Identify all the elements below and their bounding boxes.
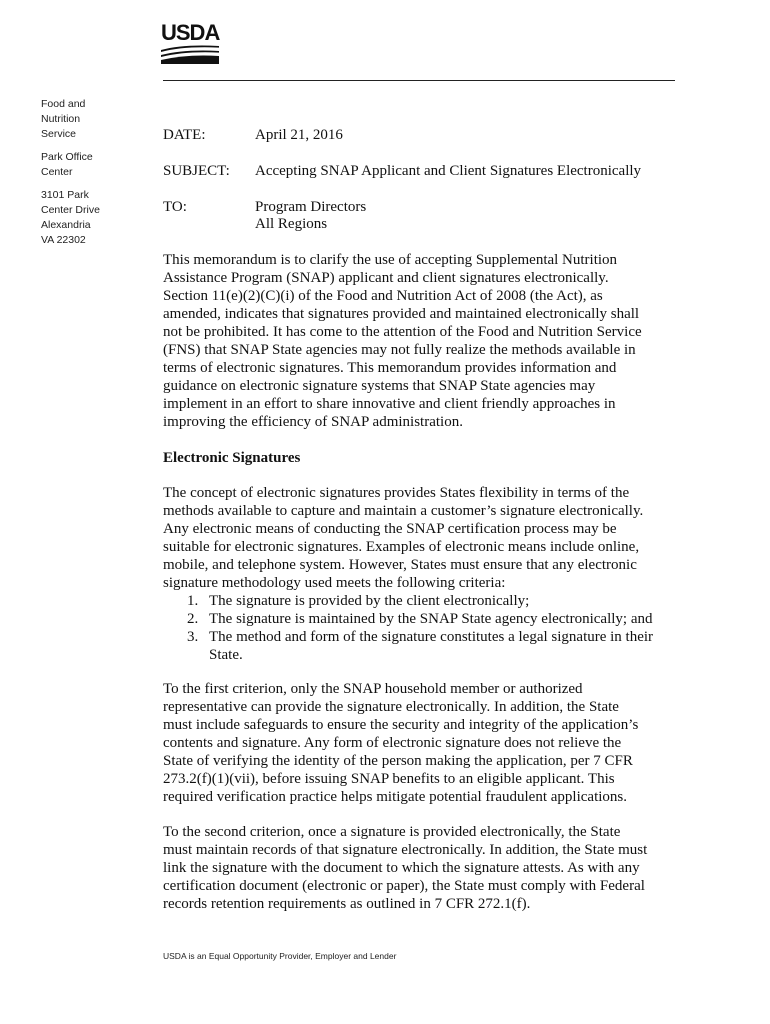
text-line: State of verifying the identity of the person making the application, per 7 CFR bbox=[163, 753, 633, 769]
text-line: records retention requirements as outlined in 7 CFR 272.1(f). bbox=[163, 896, 531, 912]
text-line: not be prohibited. It has come to the attention of the Food and Nutrition Service bbox=[163, 324, 642, 340]
date-label: DATE: bbox=[163, 127, 206, 143]
office-name bbox=[41, 150, 141, 180]
criteria-item bbox=[163, 610, 683, 628]
agency-name bbox=[41, 97, 141, 142]
agency-sidebar bbox=[41, 97, 141, 256]
subject-value: Accepting SNAP Applicant and Client Signatures Electronically bbox=[255, 163, 642, 179]
text-line: terms of electronic signatures. This memorandum provides information and bbox=[163, 360, 617, 376]
text-line: (FNS) that SNAP State agencies may not fully realize the methods available in bbox=[163, 342, 636, 358]
text-line: mobile, and telephone system. However, States must ensure that any electronic bbox=[163, 557, 637, 573]
text-line: guidance on electronic signature systems that SNAP State agencies may bbox=[163, 378, 596, 394]
address-line: 3101 Park bbox=[41, 189, 89, 201]
text-line: required verification practice helps mitigate potential fraudulent applications. bbox=[163, 789, 627, 805]
text-line: must maintain records of that signature electronically. In addition, the State must bbox=[163, 842, 648, 858]
criteria-list bbox=[163, 592, 683, 664]
address-line: Center Drive bbox=[41, 204, 100, 216]
text-line: methods available to capture and maintain a customer’s signature electronically. bbox=[163, 503, 644, 519]
to-recipient: All Regions bbox=[255, 216, 328, 232]
usda-logo bbox=[161, 22, 221, 64]
criteria-item bbox=[163, 628, 683, 664]
concept-paragraph bbox=[163, 484, 683, 592]
criteria-text: The method and form of the signature constitutes a legal signature in their bbox=[209, 629, 654, 645]
subject-label: SUBJECT: bbox=[163, 163, 230, 179]
first-criterion-paragraph bbox=[163, 680, 683, 806]
section-heading: Electronic Signatures bbox=[163, 450, 301, 466]
to-recipients bbox=[255, 199, 366, 233]
criteria-item bbox=[163, 592, 683, 610]
agency-line: Service bbox=[41, 128, 77, 140]
header-rule bbox=[163, 80, 675, 81]
address-line: Alexandria bbox=[41, 219, 91, 231]
text-line: must include safeguards to ensure the security and integrity of the application’s bbox=[163, 717, 639, 733]
text-line: signature methodology used meets the following criteria: bbox=[163, 575, 506, 591]
agency-line: Food and bbox=[41, 98, 86, 110]
date-value: April 21, 2016 bbox=[255, 127, 343, 143]
criteria-number: 3. bbox=[187, 629, 199, 645]
intro-paragraph bbox=[163, 251, 683, 431]
usda-logo-stripes bbox=[161, 44, 221, 64]
text-line: suitable for electronic signatures. Examples of electronic means include online, bbox=[163, 539, 640, 555]
agency-line: Nutrition bbox=[41, 113, 81, 125]
text-line: 273.2(f)(1)(vii), before issuing SNAP benefits to an eligible applicant. This bbox=[163, 771, 615, 787]
text-line: This memorandum is to clarify the use of accepting Supplemental Nutrition bbox=[163, 252, 618, 268]
text-line: Any electronic means of conducting the SNAP certification process may be bbox=[163, 521, 617, 537]
address-line: VA 22302 bbox=[41, 234, 86, 246]
criteria-number: 1. bbox=[187, 593, 199, 609]
text-line: representative can provide the signature electronically. In addition, the State bbox=[163, 699, 619, 715]
text-line: implement in an effort to share innovative and client friendly approaches in bbox=[163, 396, 616, 412]
footer-statement: USDA is an Equal Opportunity Provider, Employer and Lender bbox=[163, 951, 397, 961]
second-criterion-paragraph bbox=[163, 823, 683, 913]
text-line: link the signature with the document to which the signature attests. As with any bbox=[163, 860, 640, 876]
text-line: contents and signature. Any form of electronic signature does not relieve the bbox=[163, 735, 622, 751]
office-address bbox=[41, 188, 141, 248]
text-line: amended, indicates that signatures provided and maintained electronically shall bbox=[163, 306, 640, 322]
criteria-number: 2. bbox=[187, 611, 199, 627]
text-line: improving the efficiency of SNAP administration. bbox=[163, 414, 463, 430]
text-line: To the second criterion, once a signature is provided electronically, the State bbox=[163, 824, 621, 840]
usda-logo-text: USDA bbox=[161, 20, 220, 45]
text-line: Assistance Program (SNAP) applicant and client signatures electronically. bbox=[163, 270, 609, 286]
criteria-text: The signature is maintained by the SNAP State agency electronically; and bbox=[209, 611, 653, 627]
criteria-text: The signature is provided by the client electronically; bbox=[209, 593, 530, 609]
criteria-text: State. bbox=[209, 647, 243, 663]
text-line: certification document (electronic or paper), the State must comply with Federal bbox=[163, 878, 645, 894]
office-line: Park Office bbox=[41, 151, 93, 163]
text-line: Section 11(e)(2)(C)(i) of the Food and Nutrition Act of 2008 (the Act), as bbox=[163, 288, 603, 304]
text-line: The concept of electronic signatures provides States flexibility in terms of the bbox=[163, 485, 630, 501]
to-recipient: Program Directors bbox=[255, 199, 367, 215]
text-line: To the first criterion, only the SNAP household member or authorized bbox=[163, 681, 583, 697]
to-label: TO: bbox=[163, 199, 187, 215]
office-line: Center bbox=[41, 166, 73, 178]
